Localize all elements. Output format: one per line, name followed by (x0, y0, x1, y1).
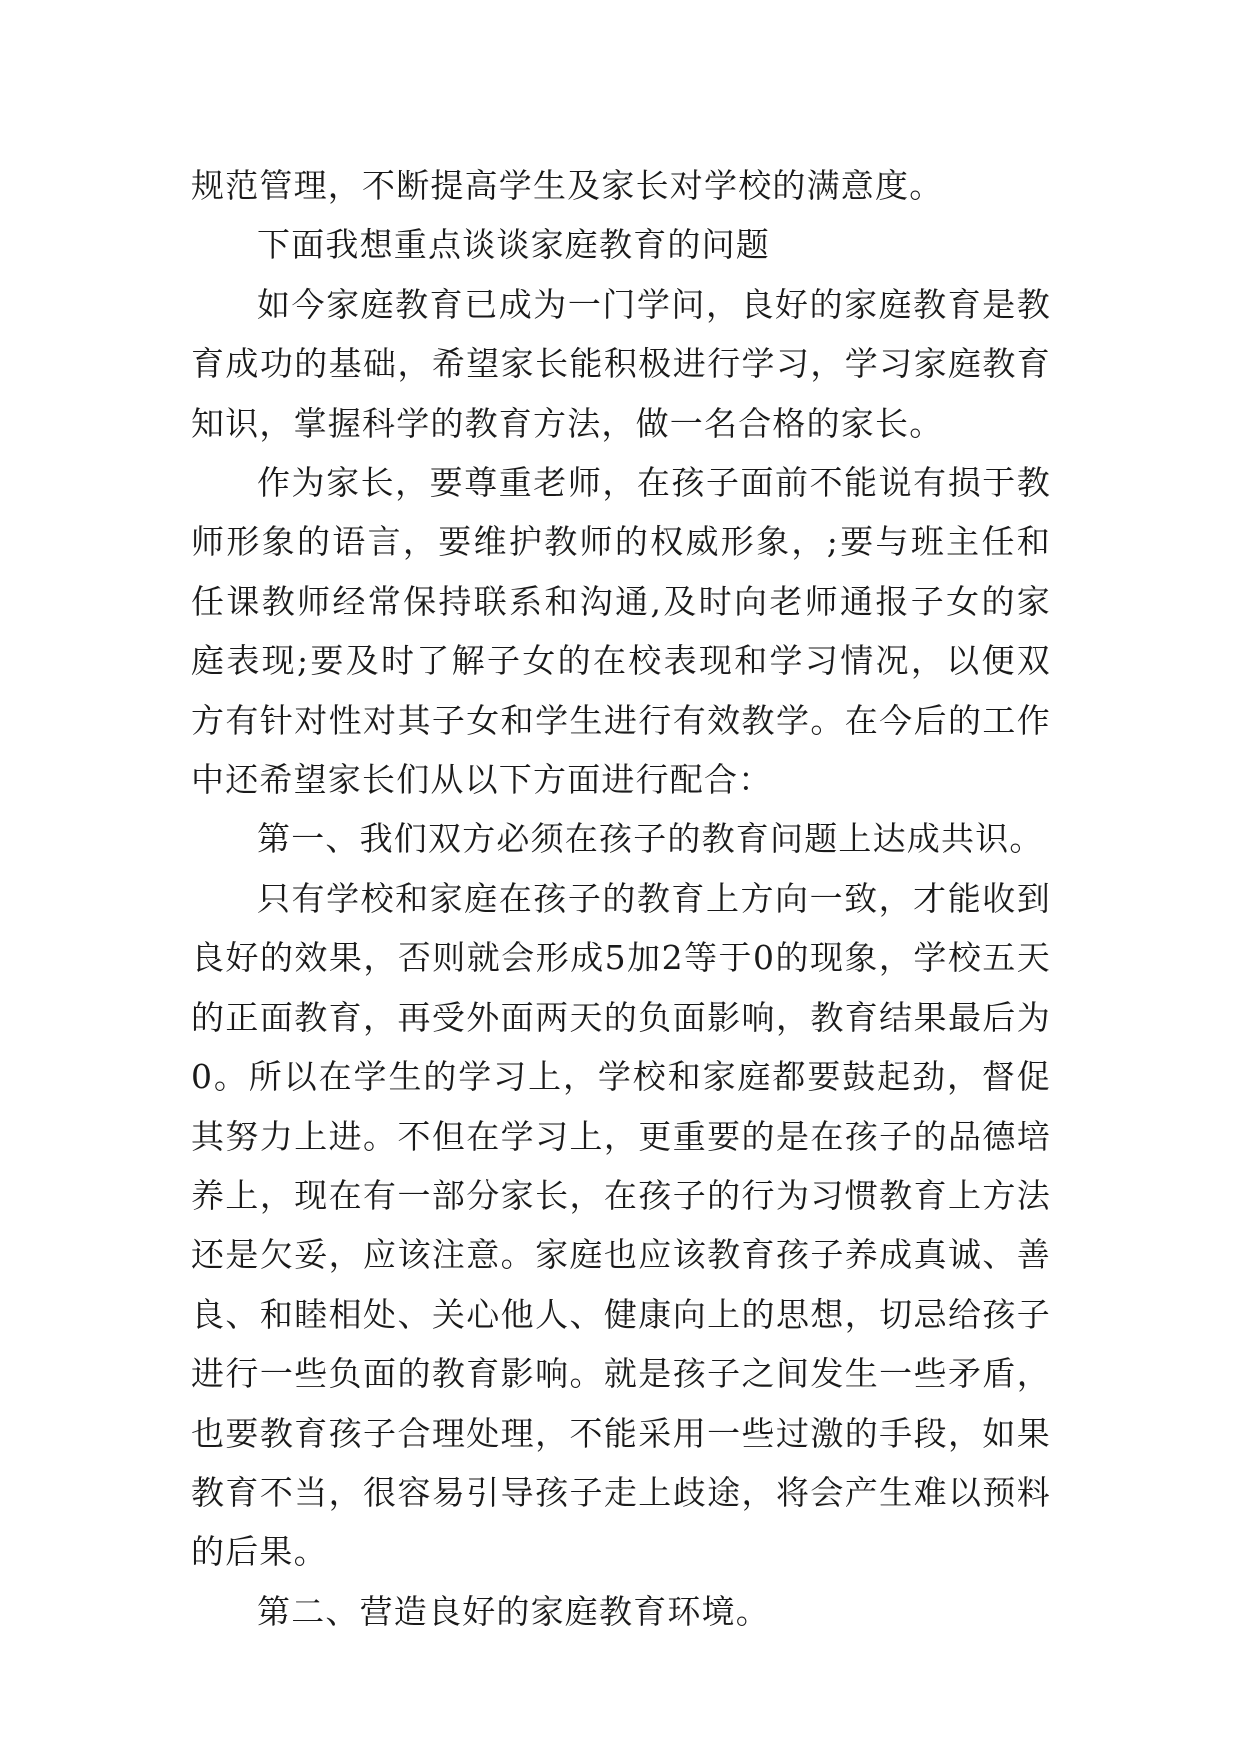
paragraph-consensus-detail: 只有学校和家庭在孩子的教育上方向一致，才能收到良好的效果，否则就会形成5加2等于0的现象，学校五天的正面教育，再受外面两天的负面影响，教育结果最后为0。所以在学生的学习上，学校和家庭都要鼓起劲，督促其努力上进。不但在学习上，更重要的是在孩子的品德培养上，现在有一部分家长，在孩子的行为习惯教育上方法还是欠妥，应该注意。家庭也应该教育孩子养成真诚、善良、和睦相处、关心他人、健康向上的思想，切忌给孩子进行一些负面的教育影响。就是孩子之间发生一些矛盾，也要教育孩子合理处理，不能采用一些过激的手段，如果教育不当，很容易引导孩子走上歧途，将会产生难以预料的后果。 (191, 878, 1051, 1572)
paragraph-continuation: 规范管理，不断提高学生及家长对学校的满意度。 (191, 166, 944, 205)
document-body (191, 156, 1051, 1641)
paragraph-heading-first: 第一、我们双方必须在孩子的教育问题上达成共识。 (257, 819, 1044, 859)
paragraph-heading-second: 第二、营造良好的家庭教育环境。 (257, 1591, 770, 1631)
paragraph-topic-intro: 下面我想重点谈谈家庭教育的问题 (257, 225, 770, 265)
paragraph-respect-teachers: 作为家长，要尊重老师，在孩子面前不能说有损于教师形象的语言，要维护教师的权威形象，;要与班主任和任课教师经常保持联系和沟通,及时向老师通报子女的家庭表现;要及时了解子女的在校表现和学习情况，以便双方有针对性对其子女和学生进行有效教学。在今后的工作中还希望家长们从以下方面进行配合： (191, 463, 1051, 800)
paragraph-family-education: 如今家庭教育已成为一门学问，良好的家庭教育是教育成功的基础，希望家长能积极进行学习，学习家庭教育知识，掌握科学的教育方法，做一名合格的家长。 (191, 284, 1051, 443)
